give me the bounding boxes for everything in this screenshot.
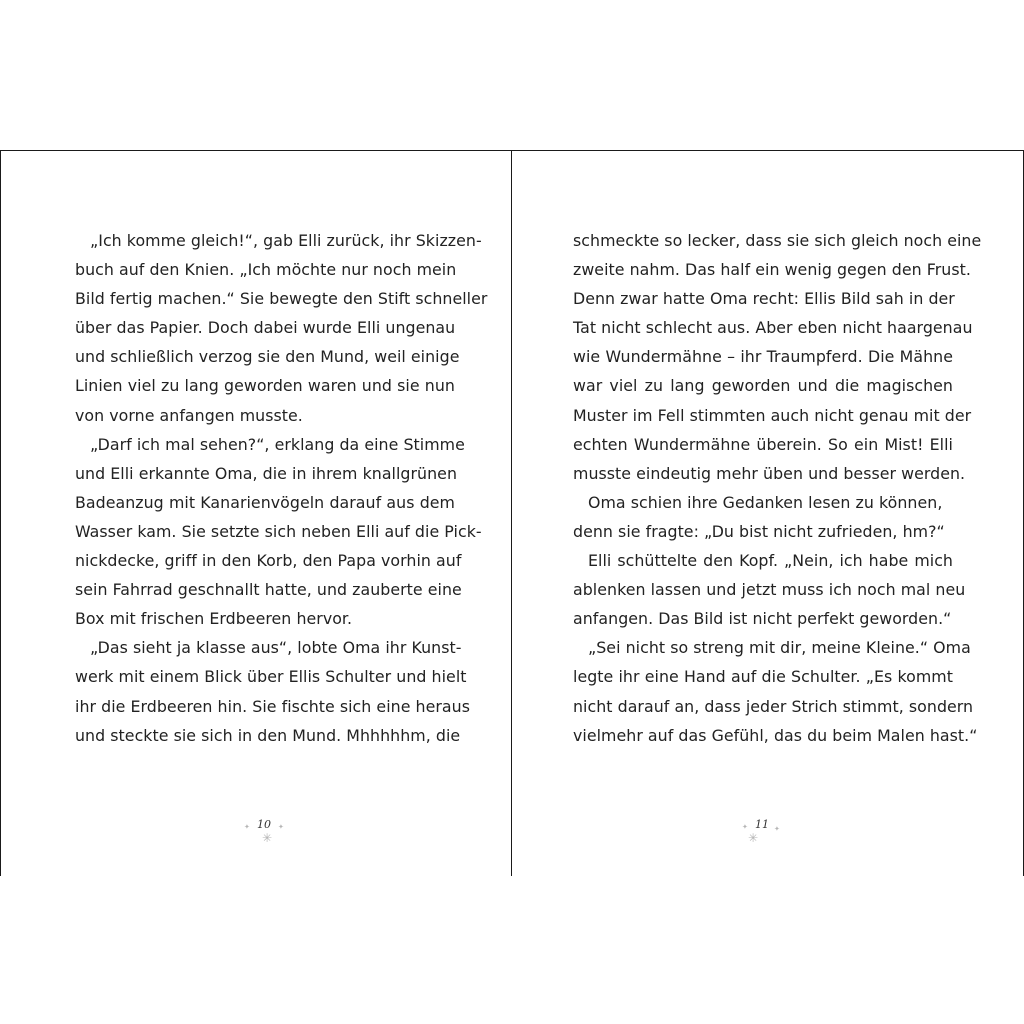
page-number: 11 [755,818,769,831]
sparkle-icon: ✦ [244,823,250,831]
text-line: nickdecke, griff in den Korb, den Papa vorhin auf [75,551,462,571]
text-line: „Ich komme gleich!“, gab Elli zurück, ihr Skizzen- [90,231,482,250]
text-line: schmeckte so lecker, dass sie sich gleich noch eine [573,231,982,250]
left-page-text [75,226,488,750]
text-line: Box mit frischen Erdbeeren hervor. [75,609,353,629]
text-line: werk mit einem Blick über Ellis Schulter und hielt [75,667,467,687]
text-line: zweite nahm. Das half ein wenig gegen den Frust. [573,260,971,280]
text-line: nicht darauf an, dass jeder Strich stimmt, sondern [573,696,974,716]
text-line: „Sei nicht so streng mit dir, meine Kleine.“ Oma [588,638,971,658]
text-line: Oma schien ihre Gedanken lesen zu können, [588,492,943,512]
text-line: echten Wundermähne überein. So ein Mist! Elli [573,434,953,454]
text-line: denn sie fragte: „Du bist nicht zufrieden, hm?“ [573,521,945,541]
sparkle-star-icon: ✳ [748,831,759,845]
sparkle-star-icon: ✳ [262,831,273,845]
text-line: ablenken lassen und jetzt muss ich noch mal neu [573,580,966,600]
text-line: wie Wundermähne – ihr Traumpferd. Die Mähne [573,347,953,367]
text-line: von vorne anfangen musste. [75,405,303,425]
page-frame-top-edge [0,150,1024,151]
text-line: „Das sieht ja klasse aus“, lobte Oma ihr Kunst- [90,638,462,658]
text-line: war viel zu lang geworden und die magischen [573,376,953,396]
page-gutter-divider [511,150,512,876]
text-line: musste eindeutig mehr üben und besser werden. [573,463,966,483]
text-line: ihr die Erdbeeren hin. Sie fischte sich eine heraus [75,696,470,716]
text-line: „Darf ich mal sehen?“, erklang da eine Stimme [90,434,465,454]
page-frame-left-edge [0,150,1,876]
text-line: vielmehr auf das Gefühl, das du beim Malen hast.“ [573,725,978,745]
text-line: Linien viel zu lang geworden waren und sie nun [75,376,455,396]
text-line: Muster im Fell stimmten auch nicht genau mit der [573,405,972,425]
right-page-folio [732,814,792,848]
text-line: Badeanzug mit Kanarienvögeln darauf aus dem [75,492,455,512]
text-line: und steckte sie sich in den Mund. Mhhhhhm, die [75,725,461,745]
text-line: Bild fertig machen.“ Sie bewegte den Stift schneller [75,289,488,309]
text-line: und Elli erkannte Oma, die in ihrem knallgrünen [75,463,458,483]
text-line: anfangen. Das Bild ist nicht perfekt geworden.“ [573,609,952,629]
text-line: über das Papier. Doch dabei wurde Elli ungenau [75,318,456,338]
sparkle-icon: ✦ [742,823,748,831]
sparkle-icon: ✦ [278,823,284,831]
text-line: sein Fahrrad geschnallt hatte, und zauberte eine [75,580,462,600]
left-page-folio [234,814,294,848]
text-line: Tat nicht schlecht aus. Aber eben nicht haargenau [573,318,973,338]
text-line: Elli schüttelte den Kopf. „Nein, ich habe mich [588,551,953,571]
page-number: 10 [257,818,271,831]
text-line: legte ihr eine Hand auf die Schulter. „Es kommt [573,667,953,687]
text-line: Denn zwar hatte Oma recht: Ellis Bild sah in der [573,289,955,309]
text-line: buch auf den Knien. „Ich möchte nur noch mein [75,260,457,280]
text-line: Wasser kam. Sie setzte sich neben Elli auf die Pick- [75,521,482,541]
right-page-text [573,226,982,750]
text-line: und schließlich verzog sie den Mund, weil einige [75,347,460,367]
sparkle-icon: ✦ [774,825,780,833]
